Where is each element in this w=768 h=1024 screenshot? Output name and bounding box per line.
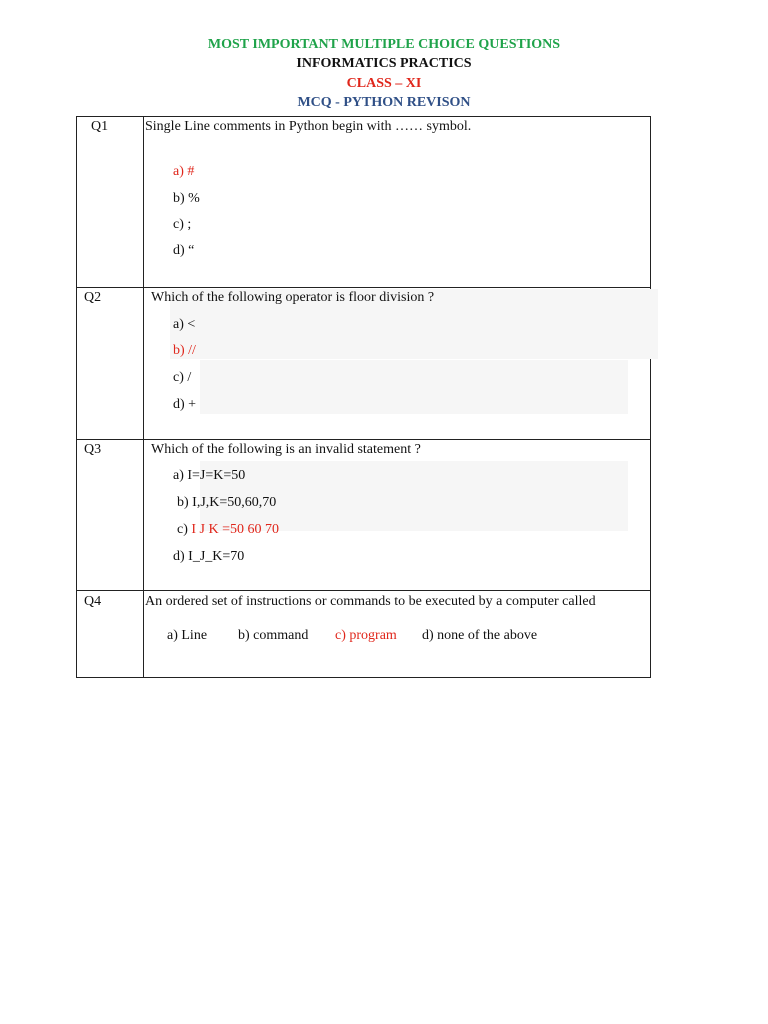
class-heading: CLASS – XI: [346, 76, 422, 91]
document-title: MOST IMPORTANT MULTIPLE CHOICE QUESTIONS: [207, 37, 561, 52]
subject-heading: INFORMATICS PRACTICS: [296, 56, 472, 71]
question-text: An ordered set of instructions or commands to be executed by a computer called: [145, 594, 596, 609]
option-c: c) I J K =50 60 70: [177, 522, 280, 537]
option-shading: [200, 360, 628, 414]
option-a: a) I=J=K=50: [173, 468, 246, 483]
question-number: Q1: [91, 119, 109, 134]
section-heading: MCQ - PYTHON REVISON: [297, 95, 471, 110]
question-text: Which of the following is an invalid statement ?: [151, 442, 421, 457]
option-d: d) none of the above: [422, 628, 538, 643]
row-divider: [76, 590, 651, 591]
question-number: Q3: [84, 442, 102, 457]
option-b: b) command: [238, 628, 309, 643]
option-b: b) //: [173, 343, 196, 358]
option-d: d) I_J_K=70: [173, 549, 245, 564]
option-c: c) program: [335, 628, 397, 643]
option-c: c) ;: [173, 217, 192, 232]
option-d: d) “: [173, 243, 195, 258]
column-divider: [143, 116, 144, 678]
option-b: b) I,J,K=50,60,70: [177, 495, 277, 510]
option-b: b) %: [173, 191, 200, 206]
row-divider: [76, 439, 651, 440]
question-number: Q4: [84, 594, 102, 609]
option-a: a) #: [173, 164, 195, 179]
option-a: a) <: [173, 317, 196, 332]
question-text: Which of the following operator is floor division ?: [151, 290, 435, 305]
question-number: Q2: [84, 290, 102, 305]
option-c: c) /: [173, 370, 192, 385]
option-a: a) Line: [167, 628, 208, 643]
question-text: Single Line comments in Python begin with …… symbol.: [145, 119, 472, 134]
option-d: d) +: [173, 397, 197, 412]
row-divider: [76, 287, 651, 288]
